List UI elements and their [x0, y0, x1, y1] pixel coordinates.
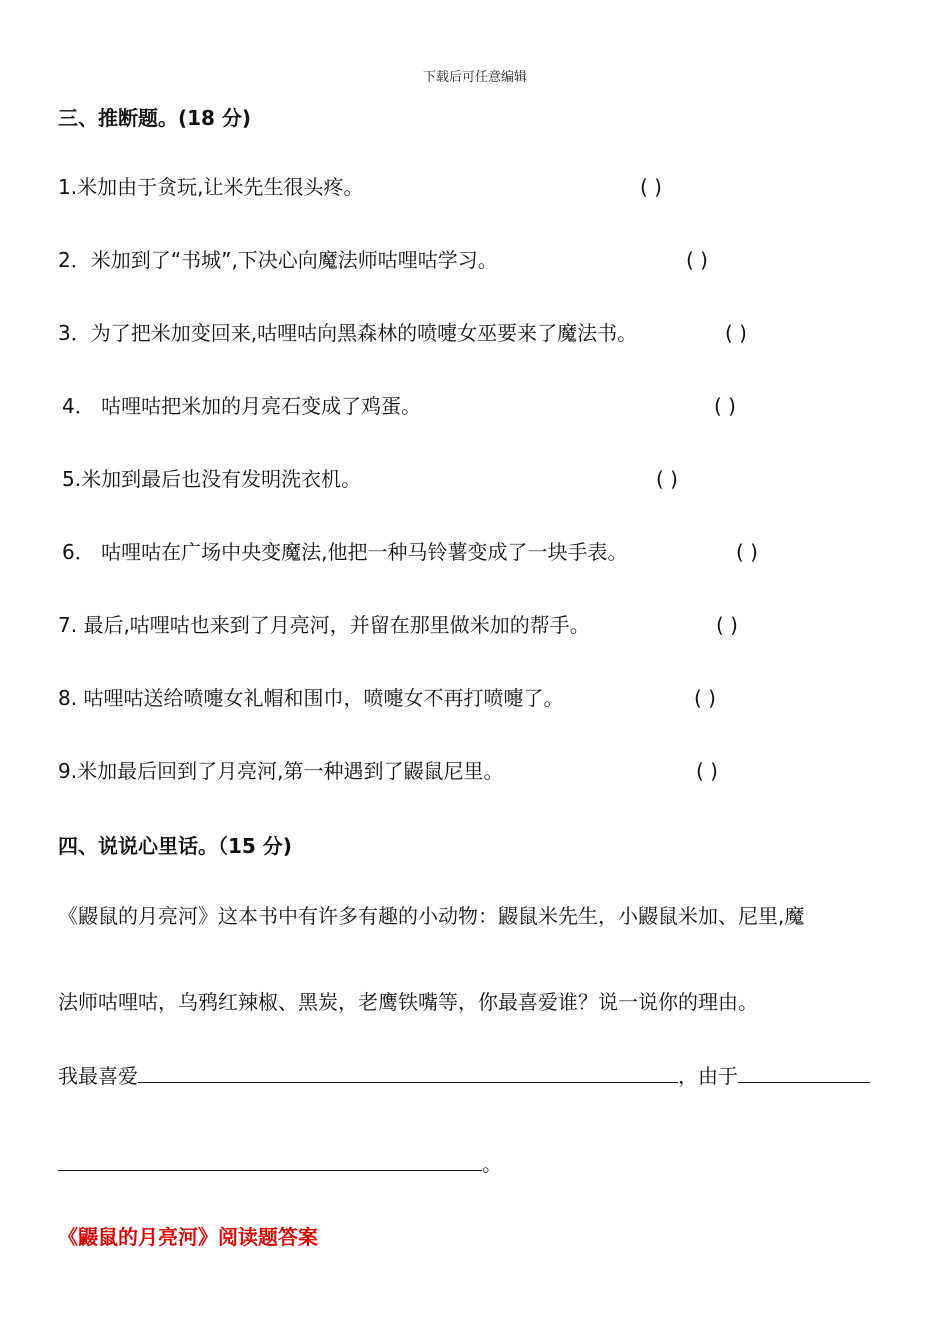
question-3: 3．为了把米加变回来,咕哩咕向黑森林的喷嚏女巫要来了魔法书。 [58, 321, 638, 345]
question-1: 1.米加由于贪玩,让米先生很头疼。 [58, 175, 364, 199]
question-2: 2．米加到了“书城”,下决心向魔法师咕哩咕学习。 [58, 248, 498, 272]
answer-key-title: 《鼹鼠的月亮河》阅读题答案 [58, 1225, 318, 1249]
fill-in-line-1 [58, 1062, 870, 1090]
question-8: 8. 咕哩咕送给喷嚏女礼帽和围巾，喷嚏女不再打喷嚏了。 [58, 686, 564, 710]
question-9: 9.米加最后回到了月亮河,第一种遇到了鼹鼠尼里。 [58, 759, 504, 783]
prompt-line-1: 《鼹鼠的月亮河》这本书中有许多有趣的小动物：鼹鼠米先生，小鼹鼠米加、尼里,魔 [58, 904, 805, 928]
question-5-answer-paren[interactable]: ( ) [656, 467, 678, 491]
fill-in-line-2 [58, 1150, 502, 1178]
question-4: 4． 咕哩咕把米加的月亮石变成了鸡蛋。 [62, 394, 422, 418]
section-3-title: 三、推断题。(18 分) [58, 106, 252, 130]
fill-prefix: 我最喜爱 [58, 1064, 138, 1088]
favorite-blank[interactable] [138, 1062, 678, 1083]
question-3-answer-paren[interactable]: ( ) [725, 321, 747, 345]
header-note: 下载后可任意编辑 [422, 70, 527, 85]
question-9-answer-paren[interactable]: ( ) [696, 759, 718, 783]
fill-middle: ，由于 [678, 1064, 738, 1088]
section-4-title: 四、说说心里话。（15 分) [58, 834, 292, 858]
question-6: 6． 咕哩咕在广场中央变魔法,他把一种马铃薯变成了一块手表。 [62, 540, 628, 564]
question-7-answer-paren[interactable]: ( ) [716, 613, 738, 637]
question-8-answer-paren[interactable]: ( ) [694, 686, 716, 710]
question-1-answer-paren[interactable]: ( ) [640, 175, 662, 199]
question-4-answer-paren[interactable]: ( ) [714, 394, 736, 418]
reason-blank-1[interactable] [738, 1062, 870, 1083]
question-6-answer-paren[interactable]: ( ) [736, 540, 758, 564]
prompt-line-2: 法师咕哩咕，乌鸦红辣椒、黑炭，老鹰铁嘴等，你最喜爱谁？说一说你的理由。 [58, 990, 758, 1014]
question-2-answer-paren[interactable]: ( ) [686, 248, 708, 272]
reason-blank-2[interactable] [58, 1150, 482, 1171]
question-5: 5.米加到最后也没有发明洗衣机。 [62, 467, 362, 491]
question-7: 7. 最后,咕哩咕也来到了月亮河，并留在那里做米加的帮手。 [58, 613, 590, 637]
fill-end: 。 [482, 1152, 502, 1176]
